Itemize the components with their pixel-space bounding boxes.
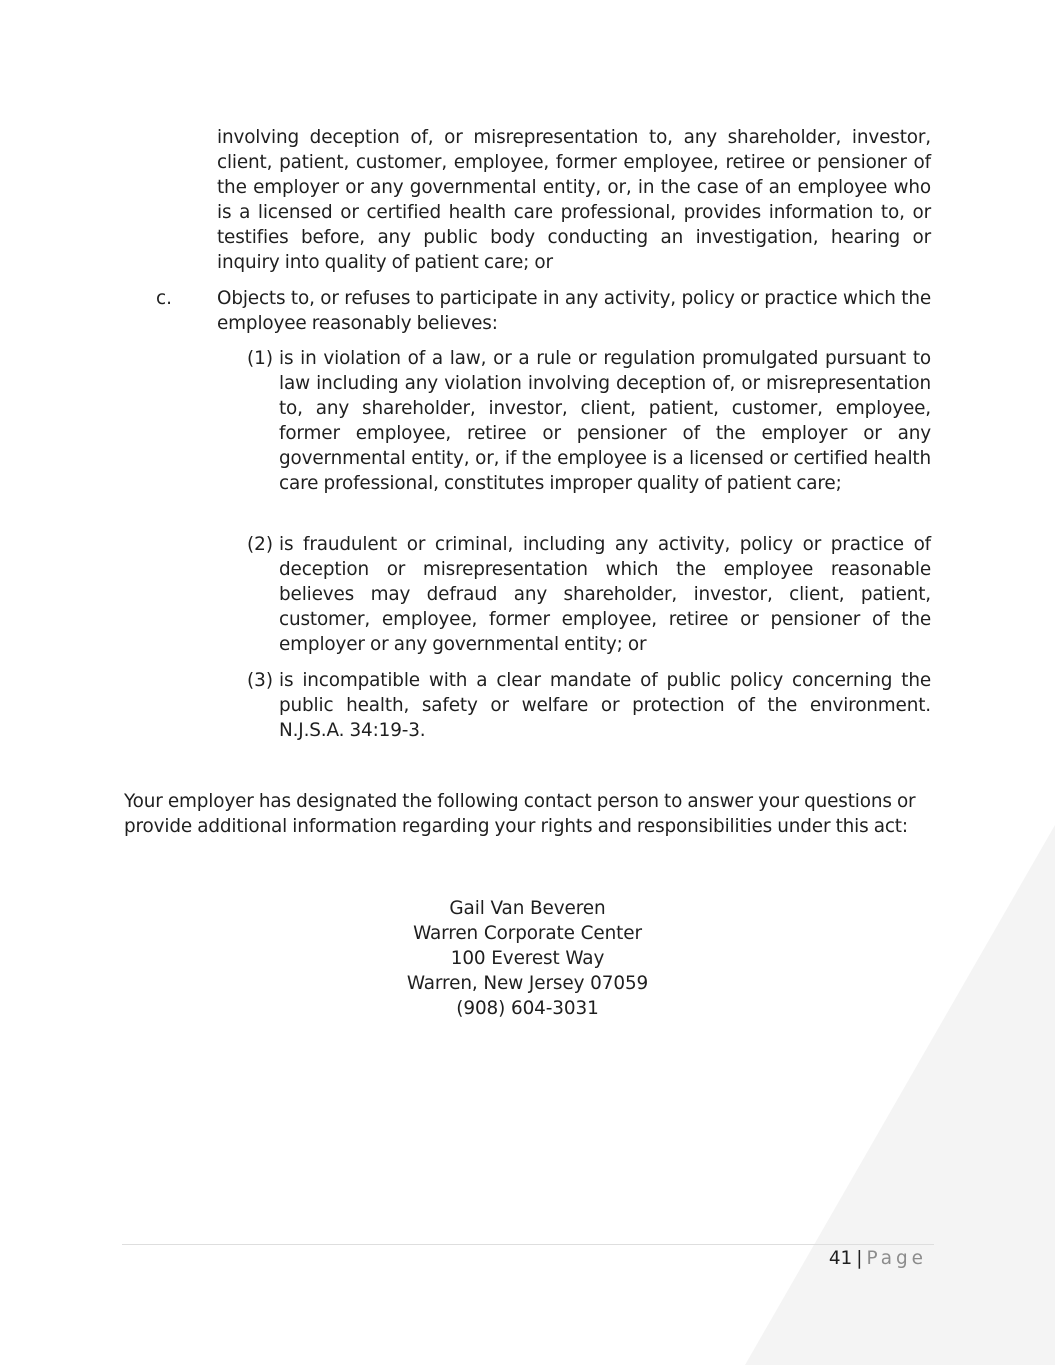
contact-building: Warren Corporate Center [413, 923, 642, 945]
footer-divider [122, 1244, 934, 1245]
subitem-2-number: (2) [247, 534, 274, 555]
page-number: 41 [828, 1248, 853, 1269]
subitem-1-number: (1) [247, 348, 274, 369]
contact-intro-paragraph: Your employer has designated the following contact person to answer your questions or provide additional information regarding your rights and responsibilities under this act: [124, 791, 916, 838]
page-number-footer [829, 1246, 927, 1271]
contact-city: Warren, New Jersey 07059 [406, 973, 649, 995]
subitem-3-text: is incompatible with a clear mandate of public policy concerning the public health, safety or welfare or protection of the environment. N.J.S.A. 34:19-3. [279, 670, 931, 742]
contact-phone: (908) 604-3031 [456, 998, 599, 1020]
page-word: Page [866, 1248, 927, 1269]
subitem-3-number: (3) [247, 670, 274, 691]
item-c-text: Objects to, or refuses to participate in any activity, policy or practice which the employee reasonably believes: [217, 288, 931, 335]
subitem-2-text: is fraudulent or criminal, including any activity, policy or practice of deception or misrepresentation which the employee reasonable believes may defraud any shareholder, investor, client, patient, customer, employee, former employee, retiree or pensioner of the employer or any governmental entity; or [279, 534, 931, 656]
subitem-1-text: is in violation of a law, or a rule or regulation promulgated pursuant to law including any violation involving deception of, or misrepresentation to, any shareholder, investor, client, patient, customer, employee, former employee, retiree or pensioner of the employer or any governmental entity, or, if the employee is a licensed or certified health care professional, constitutes improper quality of patient care; [279, 348, 931, 495]
contact-street: 100 Everest Way [450, 948, 605, 970]
page-separator: | [856, 1248, 863, 1269]
contact-block [0, 896, 1055, 1021]
item-c-label: c. [156, 288, 172, 309]
continuation-paragraph: involving deception of, or misrepresentation to, any shareholder, investor, client, patient, customer, employee, former employee, retiree or pensioner of the employer or any governmental entity, or, in the case of an employee who is a licensed or certified health care professional, provides information to, or testifies before, any public body conducting an investigation, hearing or inquiry into quality of patient care; or [217, 127, 931, 274]
contact-name: Gail Van Beveren [449, 898, 606, 919]
